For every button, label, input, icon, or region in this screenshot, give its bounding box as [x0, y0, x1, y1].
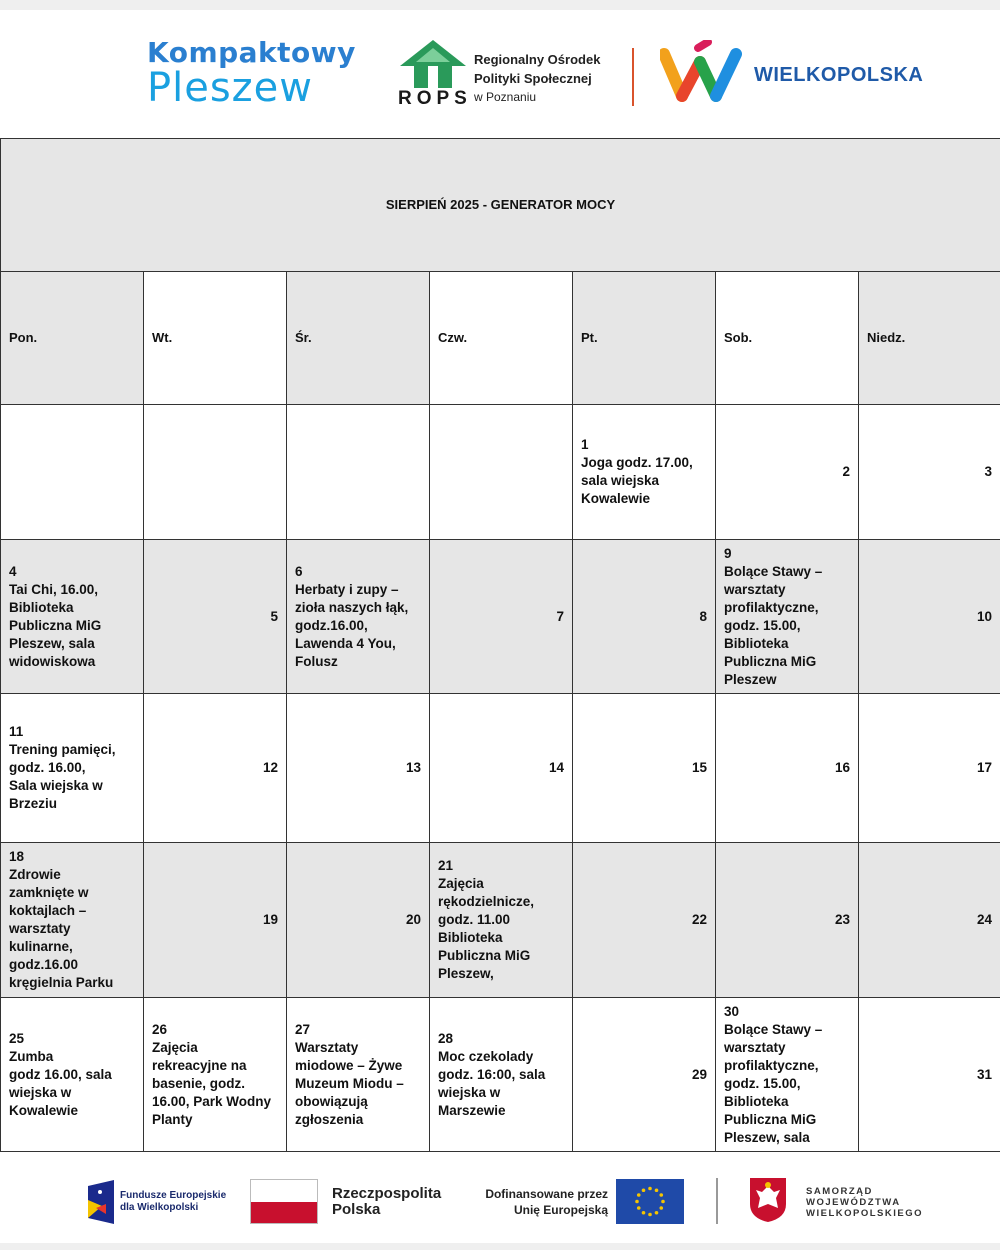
eu-star-icon [655, 1211, 659, 1215]
eu-star-icon [635, 1200, 639, 1204]
weekday-header-row [1, 272, 1000, 405]
day-cell [859, 405, 1000, 540]
footer-divider [716, 1178, 718, 1224]
weekday-mon: Pon. [1, 272, 144, 405]
rops-name [474, 50, 600, 107]
event-text: Zumba godz 16.00, sala wiejska w Kowalewie [9, 1048, 112, 1118]
eu-star-icon [637, 1193, 641, 1197]
day-number: 2 [842, 464, 850, 479]
eu-star-icon [648, 1213, 652, 1217]
rp-line-2: Polska [332, 1201, 381, 1218]
day-cell [287, 998, 430, 1152]
day-number: 20 [405, 912, 421, 927]
fe-line-1: Fundusze Europejskie [120, 1190, 227, 1201]
week-row [1, 694, 1000, 843]
eu-star-icon [642, 1188, 646, 1192]
footer-logos [0, 1152, 1000, 1243]
rops-letters: ROPS [398, 88, 472, 109]
weekday-tue: Wt. [144, 272, 287, 405]
day-cell [573, 998, 716, 1152]
swk-line-2: WOJEWÓDZTWA [806, 1197, 901, 1208]
day-cell [859, 694, 1000, 843]
rops-line-2: Polityki Społecznej [474, 71, 592, 86]
day-cell [287, 405, 430, 540]
day-cell [1, 405, 144, 540]
day-number: 5 [270, 608, 278, 624]
day-number: 13 [405, 760, 421, 775]
eu-line-2: Unię Europejską [513, 1203, 608, 1217]
kompaktowy-pleszew-logo [147, 36, 357, 111]
week-row [1, 998, 1000, 1152]
day-cell [144, 694, 287, 843]
day-cell [430, 998, 573, 1152]
day-cell [573, 405, 716, 540]
day-number: 9 [724, 545, 732, 561]
rops-arrow-icon [400, 40, 466, 88]
day-number: 6 [295, 563, 303, 579]
eu-star-icon [637, 1206, 641, 1210]
day-number: 4 [9, 563, 17, 579]
rzeczpospolita-text [332, 1186, 441, 1218]
event-text: Warsztaty miodowe – Żywe Muzeum Miodu – obowiązują zgłoszenia [295, 1039, 404, 1127]
calendar-table [0, 138, 1000, 1152]
day-cell [573, 694, 716, 843]
weekday-wed: Śr. [287, 272, 430, 405]
day-number: 28 [438, 1030, 454, 1046]
day-number: 30 [724, 1003, 740, 1019]
day-number: 11 [9, 724, 24, 739]
eu-star-icon [659, 1206, 663, 1210]
event-text: Trening pamięci, godz. 16.00, Sala wiejska w Brzeziu [9, 742, 116, 811]
day-number: 16 [834, 760, 850, 775]
day-number: 18 [9, 849, 25, 864]
eu-line-1: Dofinansowane przez [485, 1187, 608, 1201]
wielkopolska-logo [660, 40, 930, 110]
day-number: 25 [9, 1030, 25, 1046]
calendar-title: SIERPIEŃ 2025 - GENERATOR MOCY [1, 139, 1000, 272]
day-number: 24 [977, 912, 993, 927]
day-cell [144, 405, 287, 540]
eu-cofinanced-text [478, 1186, 608, 1218]
rops-logo [398, 40, 628, 110]
swk-line-1: SAMORZĄD [806, 1186, 873, 1197]
eu-star-icon [642, 1211, 646, 1215]
day-cell [573, 540, 716, 694]
wielkopolska-text: WIELKOPOLSKA [754, 64, 924, 86]
day-cell [1, 843, 144, 998]
fundusze-europejskie-text [120, 1190, 226, 1214]
bottom-strip [0, 1243, 1000, 1250]
rops-line-1: Regionalny Ośrodek [474, 52, 601, 67]
day-number: 14 [548, 760, 564, 775]
swk-line-3: WIELKOPOLSKIEGO [806, 1208, 923, 1219]
day-number: 17 [977, 760, 993, 775]
week-row [1, 843, 1000, 998]
day-number: 1 [581, 437, 589, 452]
day-cell [1, 998, 144, 1152]
kompaktowy-text: Kompaktowy [147, 36, 356, 69]
poland-flag-icon [250, 1179, 318, 1224]
day-number: 27 [295, 1021, 311, 1037]
day-number: 7 [556, 608, 564, 624]
eu-star-icon [659, 1193, 663, 1197]
day-cell [144, 998, 287, 1152]
day-cell [859, 843, 1000, 998]
week-row [1, 405, 1000, 540]
eu-star-icon [661, 1200, 665, 1204]
day-cell [144, 540, 287, 694]
event-text: Joga godz. 17.00, sala wiejska Kowalewie [581, 455, 693, 506]
event-text: Zajęcia rekreacyjne na basenie, godz. 16.00, Park Wodny Planty [152, 1039, 272, 1127]
day-cell [430, 694, 573, 843]
weekday-thu: Czw. [430, 272, 573, 405]
event-text: Moc czekolady godz. 16:00, sala wiejska w Marszewie [438, 1048, 546, 1118]
wielkopolska-w-icon [660, 40, 742, 106]
fundusze-europejskie-icon [88, 1180, 114, 1224]
day-cell [716, 998, 859, 1152]
day-cell [716, 540, 859, 694]
event-text: Bolące Stawy – warsztaty profilaktyczne, godz. 15.00, Biblioteka Publiczna MiG Pleszew, sala [724, 1021, 823, 1145]
day-cell [573, 843, 716, 998]
day-cell [287, 843, 430, 998]
eu-star-icon [655, 1188, 659, 1192]
logo-divider [632, 48, 634, 106]
week-row [1, 540, 1000, 694]
day-cell [287, 694, 430, 843]
day-number: 22 [691, 912, 707, 927]
day-cell [430, 405, 573, 540]
fe-line-2: dla Wielkopolski [120, 1202, 199, 1213]
weekday-sat: Sob. [716, 272, 859, 405]
day-number: 19 [262, 912, 278, 927]
event-text: Bolące Stawy – warsztaty profilaktyczne, godz. 15.00, Biblioteka Publiczna MiG Pleszew [724, 563, 823, 687]
header-logos [0, 10, 1000, 138]
day-number: 8 [699, 608, 707, 624]
day-cell [430, 843, 573, 998]
day-number: 12 [262, 760, 278, 775]
event-text: Zajęcia rękodzielnicze, godz. 11.00 Biblioteka Publiczna MiG Pleszew, [438, 876, 535, 981]
samorzad-text [806, 1186, 923, 1219]
day-cell [716, 843, 859, 998]
day-number: 31 [977, 1066, 993, 1082]
event-text: Zdrowie zamknięte w koktajlach – warsztaty kulinarne, godz.16.00 kręgielnia Parku [9, 867, 114, 990]
day-cell [859, 998, 1000, 1152]
event-text: Herbaty i zupy – zioła naszych łąk, godz.16.00, Lawenda 4 You, Folusz [295, 581, 409, 669]
day-number: 3 [984, 464, 993, 479]
day-number: 23 [834, 912, 850, 927]
day-cell [859, 540, 1000, 694]
weekday-fri: Pt. [573, 272, 716, 405]
day-number: 10 [977, 608, 993, 624]
pleszew-text: Pleszew [147, 65, 314, 111]
day-number: 26 [152, 1021, 168, 1037]
day-number: 29 [691, 1066, 707, 1082]
day-number: 15 [691, 760, 707, 775]
wielkopolska-coat-of-arms-icon [748, 1176, 788, 1224]
day-number: 21 [438, 858, 454, 873]
weekday-sun: Niedz. [859, 272, 1000, 405]
rops-line-3: w Poznaniu [474, 90, 537, 104]
day-cell [1, 694, 144, 843]
eu-star-icon [648, 1187, 652, 1191]
rp-line-1: Rzeczpospolita [332, 1185, 442, 1202]
day-cell [716, 694, 859, 843]
event-text: Tai Chi, 16.00, Biblioteka Publiczna MiG Pleszew, sala widowiskowa [9, 581, 102, 669]
day-cell [430, 540, 573, 694]
top-strip [0, 0, 1000, 10]
day-cell [1, 540, 144, 694]
day-cell [287, 540, 430, 694]
day-cell [144, 843, 287, 998]
day-cell [716, 405, 859, 540]
eu-flag-icon [616, 1179, 684, 1224]
